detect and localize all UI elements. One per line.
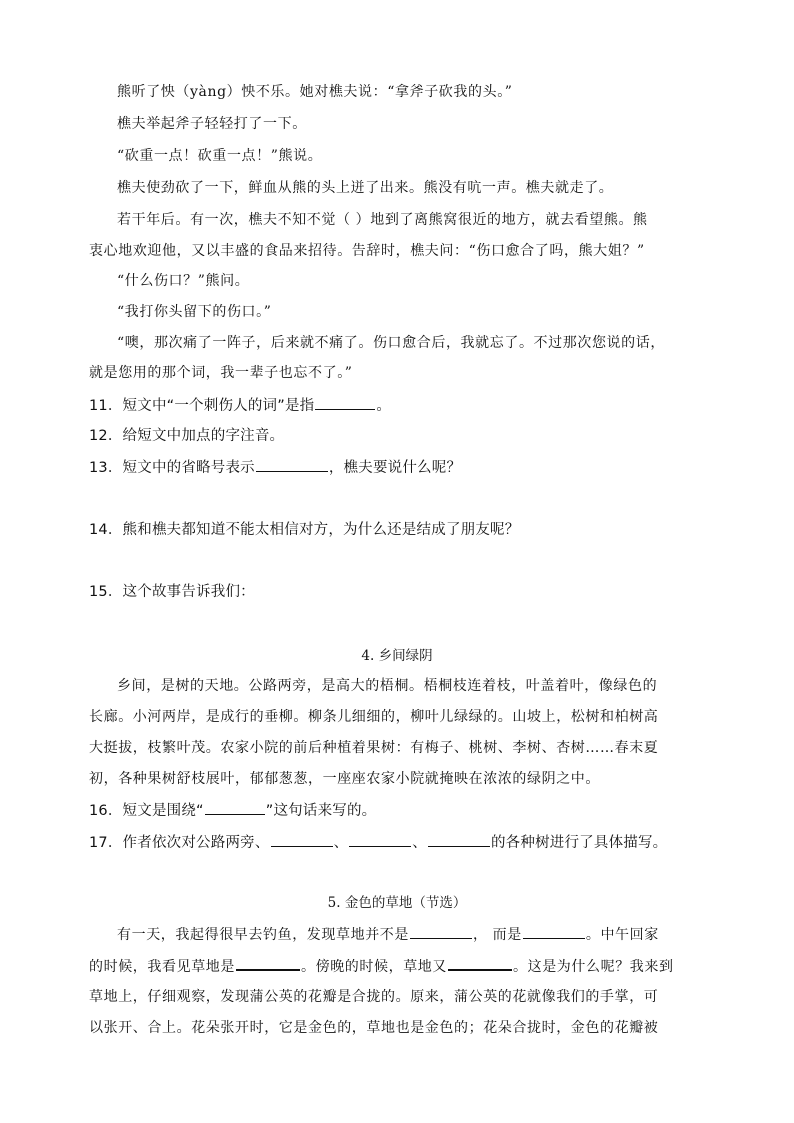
question-text: 。 <box>376 398 392 414</box>
story-paragraph: 熊听了怏（yàng）怏不乐。她对樵夫说：“拿斧子砍我的头。” <box>117 84 513 100</box>
story-paragraph: 就是您用的那个词，我一辈子也忘不了。” <box>89 365 353 381</box>
story-paragraph: 初，各种果树舒枝展叶，郁郁葱葱，一座座农家小院就掩映在浓浓的绿阴之中。 <box>89 771 600 787</box>
story-paragraph: “什么伤口？”熊问。 <box>117 273 250 289</box>
story-text: 。傍晚的时候，草地又 <box>301 959 447 975</box>
question-text: 、 <box>412 835 427 851</box>
story-text: 有一天，我起得很早去钓鱼，发现草地并不是 <box>117 927 409 943</box>
question-13 <box>89 457 461 478</box>
story-paragraph: 樵夫举起斧子轻轻打了一下。 <box>117 116 307 132</box>
story-text: 的时候，我看见草地是 <box>89 959 235 975</box>
answer-blank[interactable] <box>205 800 265 815</box>
story-text: ， 而是 <box>473 927 522 943</box>
question-14: 14．熊和樵夫都知道不能太相信对方，为什么还是结成了朋友呢？ <box>89 522 520 538</box>
question-text: 、 <box>333 835 349 851</box>
story-paragraph: 衷心地欢迎他，又以丰盛的食品来招待。告辞时，樵夫问：“伤口愈合了吗，熊大姐？” <box>89 243 645 259</box>
answer-blank[interactable] <box>315 395 375 410</box>
question-text: 17．作者依次对公路两旁、 <box>89 835 270 851</box>
story-paragraph: 长廊。小河两岸，是成行的垂柳。柳条儿细细的，柳叶儿绿绿的。山坡上，松树和柏树高 <box>89 709 659 725</box>
answer-blank[interactable] <box>256 457 328 472</box>
question-17 <box>89 832 667 853</box>
story-text: 。中午回家 <box>585 927 659 943</box>
question-text: 的各种树进行了具体描写。 <box>490 835 668 851</box>
answer-blank[interactable] <box>410 924 472 939</box>
story-paragraph: 草地上，仔细观察，发现蒲公英的花瓣是合拢的。原来，蒲公英的花就像我们的手掌，可 <box>89 989 659 1005</box>
story-text: 。这是为什么呢？我来到 <box>513 959 674 975</box>
story-paragraph: “砍重一点！砍重一点！”熊说。 <box>117 148 323 164</box>
section-title: 5. 金色的草地（节选） <box>327 895 467 911</box>
question-16 <box>89 800 376 821</box>
question-text: ，樵夫要说什么呢？ <box>328 460 462 476</box>
answer-blank[interactable] <box>349 832 411 847</box>
answer-blank[interactable] <box>428 832 490 847</box>
question-11 <box>89 395 391 416</box>
story-paragraph: 乡间，是树的天地。公路两旁，是高大的梧桐。梧桐枝连着枝，叶盖着叶，像绿色的 <box>117 678 658 694</box>
question-15: 15．这个故事告诉我们： <box>89 584 255 600</box>
answer-blank[interactable] <box>448 955 512 971</box>
question-text: 11．短文中“一个刺伤人的词”是指 <box>89 398 315 414</box>
question-text: 13．短文中的省略号表示 <box>89 460 255 476</box>
question-text: 16．短文是围绕“ <box>89 803 204 819</box>
question-12: 12．给短文中加点的字注音。 <box>89 428 285 444</box>
story-paragraph: 以张开、合上。花朵张开时，它是金色的，草地也是金色的；花朵合拢时，金色的花瓣被 <box>89 1020 659 1036</box>
story-paragraph <box>117 924 659 945</box>
answer-blank[interactable] <box>236 955 300 971</box>
story-paragraph: “噢，那次痛了一阵子，后来就不痛了。伤口愈合后，我就忘了。不过那次您说的话， <box>117 335 665 351</box>
answer-blank[interactable] <box>523 924 585 939</box>
story-paragraph: 樵夫使劲砍了一下，鲜血从熊的头上迸了出来。熊没有吭一声。樵夫就走了。 <box>117 180 614 196</box>
story-paragraph: 大挺拔，枝繁叶茂。农家小院的前后种植着果树：有梅子、桃树、李树、杏树……春末夏 <box>89 740 659 756</box>
question-text: ”这句话来写的。 <box>265 803 377 819</box>
story-paragraph: 若干年后。有一次，樵夫不知不觉（ ）地到了离熊窝很近的地方，就去看望熊。熊 <box>117 212 648 228</box>
story-paragraph <box>89 955 674 977</box>
section-title: 4. 乡间绿阴 <box>361 648 433 664</box>
answer-blank[interactable] <box>271 832 333 847</box>
story-paragraph: “我打你头留下的伤口。” <box>117 304 272 320</box>
